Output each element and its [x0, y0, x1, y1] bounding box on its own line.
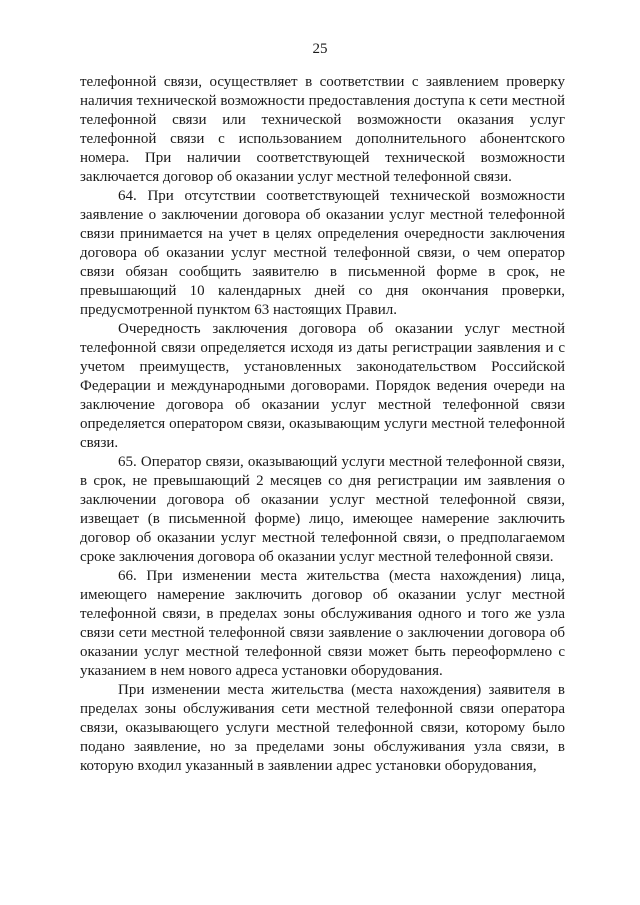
document-body [80, 73, 565, 776]
page-number: 25 [312, 41, 328, 57]
paragraph-clause-65: 65. Оператор связи, оказывающий услуги местной телефонной связи, в срок, не превышающий 2 месяцев со дня регистрации им заявления о заключении договора об оказании услуг местной телефонной связи, извещает (в письменной форме) лицо, имеющее намерение заключить договор об оказании услуг местной телефонной связи, о предполагаемом сроке заключения договора об оказании услуг местной телефонной связи. [80, 454, 565, 565]
paragraph-clause-64: 64. При отсутствии соответствующей технической возможности заявление о заключении договора об оказании услуг местной телефонной связи принимается на учет в целях определения очередности заключения договора об оказании услуг местной телефонной связи, о чем оператор связи обязан сообщить заявителю в письменной форме в срок, не превышающий 10 календарных дней со дня окончания проверки, предусмотренной пунктом 63 настоящих Правил. [80, 188, 565, 318]
paragraph-clause-66: 66. При изменении места жительства (места нахождения) лица, имеющего намерение заключить договор об оказании услуг местной телефонной связи, в пределах зоны обслуживания одного и того же узла связи сети местной телефонной связи заявление о заключении договора об оказании услуг местной телефонной связи может быть переоформлено с указанием в нем нового адреса установки оборудования. [80, 568, 565, 679]
paragraph-queue-order: Очередность заключения договора об оказании услуг местной телефонной связи определяется исходя из даты регистрации заявления и с учетом преимуществ, установленных законодательством Российской Федерации и международными договорами. Порядок ведения очереди на заключение договора об оказании услуг местной телефонной связи определяется оператором связи, оказывающим услуги местной телефонной связи. [80, 321, 565, 451]
paragraph-address-change: При изменении места жительства (места нахождения) заявителя в пределах зоны обслуживания сети местной телефонной связи оператора связи, оказывающего услуги местной телефонной связи, которому было подано заявление, но за пределами зоны обслуживания узла связи, в которую входил указанный в заявлении адрес установки оборудования, [80, 682, 565, 774]
paragraph-continuation: телефонной связи, осуществляет в соответствии с заявлением проверку наличия технической возможности предоставления доступа к сети местной телефонной связи или технической возможности оказания услуг телефонной связи с использованием дополнительного абонентского номера. При наличии соответствующей технической возможности заключается договор об оказании услуг местной телефонной связи. [80, 74, 565, 185]
